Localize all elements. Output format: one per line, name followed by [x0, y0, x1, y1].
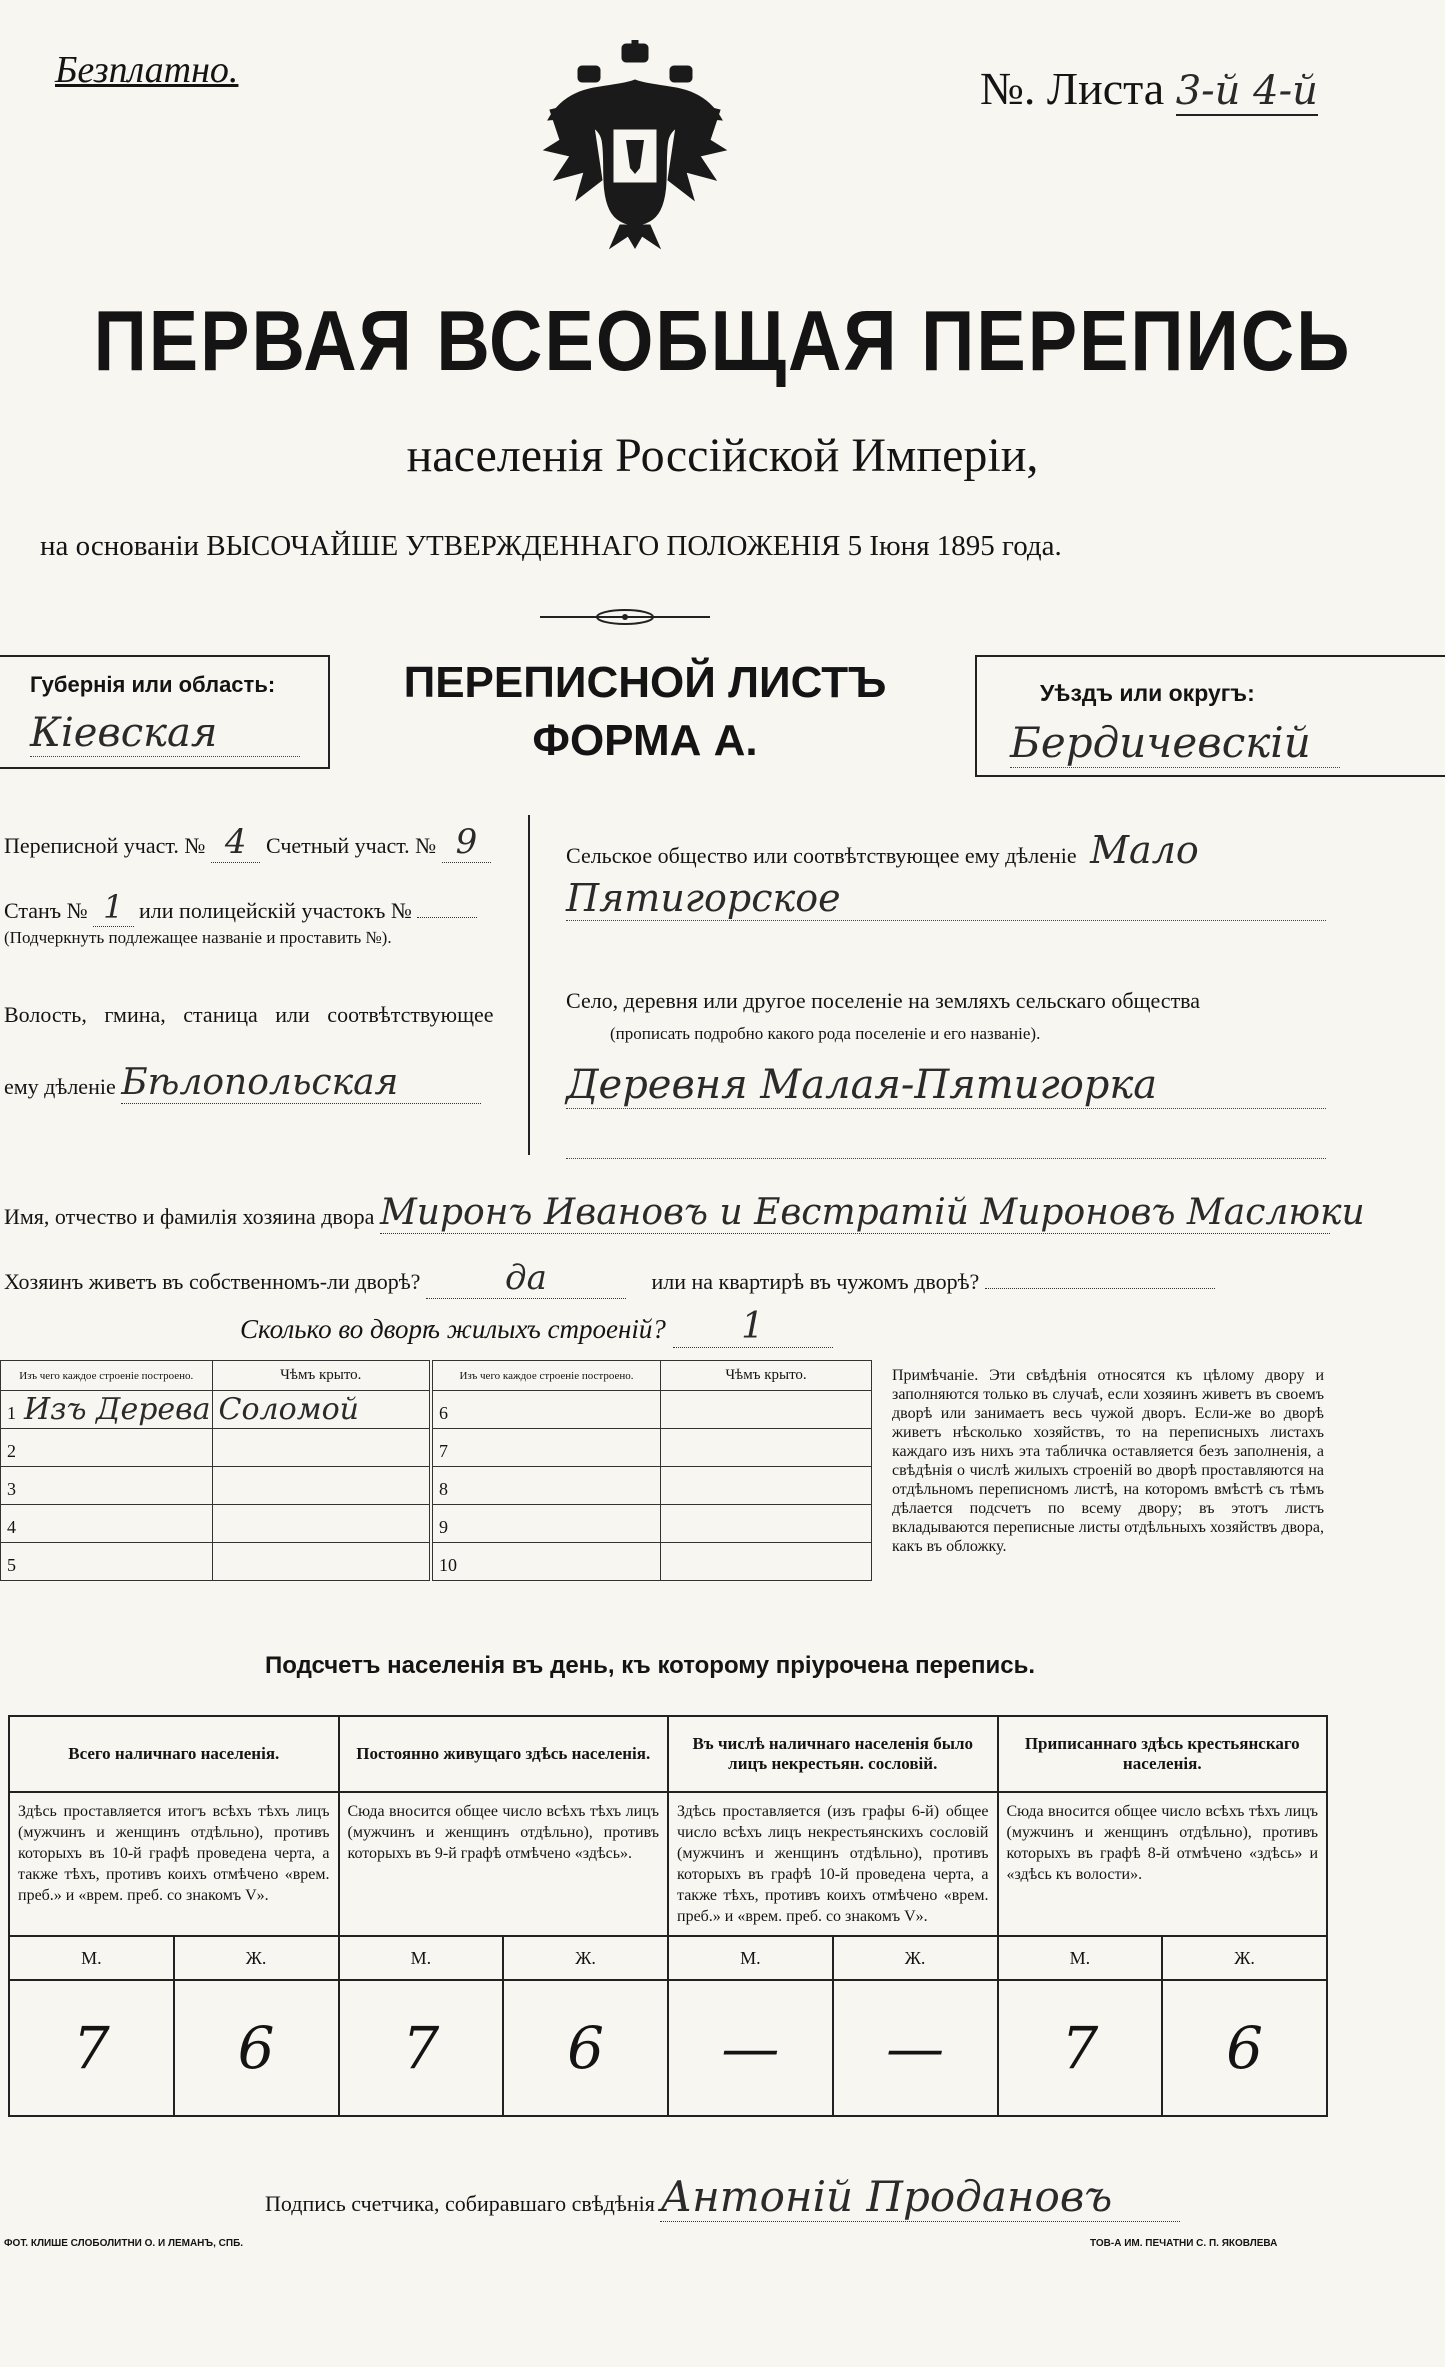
- society-value-2: Пятигорское: [566, 876, 1326, 921]
- basis-line: на основаніи ВЫСОЧАЙШЕ УТВЕРЖДЕННАГО ПОЛОЖЕНІЯ 5 Іюня 1895 года.: [40, 530, 1062, 562]
- population-column-description: Здѣсь проставляется (изъ графы 6-й) общее число всѣхъ лицъ некрестьянскихъ сословій (мужчинъ и женщинъ отдѣльно), противъ которыхъ въ графѣ 10-й проведена черта, а также тѣхъ, противъ коихъ отмѣчено «врем. преб.» и «врем. преб. со знакомъ V».: [668, 1792, 998, 1936]
- female-count: —: [833, 1980, 998, 2116]
- male-label: М.: [998, 1936, 1163, 1980]
- buildings-value: 1: [673, 1306, 833, 1348]
- owner-lives-line: [4, 1258, 1215, 1299]
- form-title: [330, 658, 960, 766]
- building-roof-cell: [661, 1391, 872, 1429]
- building-row: [433, 1467, 872, 1505]
- building-material-cell: [433, 1467, 661, 1505]
- building-material-cell: [1, 1505, 213, 1543]
- buildings-label: Сколько во дворѣ жилыхъ строеній?: [240, 1314, 666, 1344]
- owner-lives-label: Хозяинъ живетъ въ собственномъ-ли дворѣ?: [4, 1269, 421, 1294]
- building-row-number: 9: [439, 1517, 448, 1537]
- owner-or-blank: [985, 1288, 1215, 1289]
- form-title-line1: ПЕРЕПИСНОЙ ЛИСТЪ: [403, 658, 887, 707]
- police-value-blank: [417, 917, 477, 918]
- village-extra-line: [566, 1158, 1326, 1159]
- building-material-cell: [433, 1429, 661, 1467]
- female-label: Ж.: [833, 1936, 998, 1980]
- building-row: [433, 1505, 872, 1543]
- stan-value: 1: [93, 888, 133, 927]
- population-column-description: Сюда вносится общее число всѣхъ тѣхъ лицъ (мужчинъ и женщинъ отдѣльно), противъ которыхъ въ графѣ 8-й отмѣчено «здѣсь» и «здѣсь къ волости».: [998, 1792, 1328, 1936]
- province-label: Губернія или область:: [30, 672, 276, 697]
- note-text: Примѣчаніе. Эти свѣдѣнія относятся къ цѣлому двору и заполняются только въ случаѣ, если хозяинъ живетъ въ своемъ дворѣ или занимаетъ весь чужой дворъ. Если-же во дворѣ живетъ нѣсколько хозяйствъ, то на переписныхъ листахъ каждаго изъ нихъ эта табличка оставляется безъ заполненія, а свѣдѣнія о числѣ жилыхъ строеній во дворѣ проставляются на отдѣльномъ переписномъ листѣ, на которомъ вмѣстѣ съ тѣмъ дѣлается подсчетъ по всему двору; въ этотъ листъ вкладываются переписные листы отдѣльныхъ хозяйствъ двора, какъ въ обложку.: [892, 1367, 1324, 1555]
- district-label: Уѣздъ или округъ:: [1040, 680, 1255, 706]
- owner-name-label: Имя, отчество и фамилія хозяина двора: [4, 1204, 375, 1229]
- building-roof-cell: [212, 1543, 429, 1581]
- building-row-number: 2: [7, 1441, 16, 1461]
- sheet-number-value: 3-й 4-й: [1175, 68, 1318, 114]
- building-row: [1, 1543, 430, 1581]
- building-roof-cell: [212, 1505, 429, 1543]
- owner-name-line: [4, 1192, 1365, 1234]
- society-label: Сельское общество или соотвѣтствующее ему дѣленіе: [566, 843, 1077, 868]
- building-material-cell: [433, 1391, 661, 1429]
- building-row: [433, 1543, 872, 1581]
- police-label: или полицейскій участокъ №: [139, 898, 412, 923]
- subtitle: населенія Россійской Имперіи,: [406, 429, 1039, 482]
- roof-header: Чѣмъ крыто.: [212, 1361, 429, 1391]
- building-roof-cell: [661, 1543, 872, 1581]
- population-title: Подсчетъ населенія въ день, къ которому пріурочена перепись.: [265, 1652, 1035, 1679]
- male-label: М.: [339, 1936, 504, 1980]
- roof-header: Чѣмъ крыто.: [661, 1361, 872, 1391]
- male-count: 7: [998, 1980, 1163, 2116]
- material-header: Изъ чего каждое строеніе построено.: [433, 1361, 661, 1391]
- stan-line: [4, 888, 477, 926]
- male-label: М.: [668, 1936, 833, 1980]
- population-column-header: Всего наличнаго населенія.: [9, 1716, 339, 1792]
- female-label: Ж.: [174, 1936, 339, 1980]
- footer-left: ФОТ. КЛИШЕ СЛОБОЛИТНИ О. И ЛЕМАНЪ, СПБ.: [4, 2238, 244, 2249]
- building-roof-cell: Соломой: [212, 1391, 429, 1429]
- footer-right: ТОВ-А ИМ. ПЕЧАТНИ С. П. ЯКОВЛЕВА: [1090, 2238, 1278, 2249]
- village-value: Деревня Малая-Пятигорка: [566, 1062, 1326, 1109]
- signature-line: [265, 2172, 1180, 2222]
- society-line: [566, 828, 1199, 872]
- village-label: Село, деревня или другое поселеніе на земляхъ сельскаго общества: [566, 988, 1201, 1013]
- building-roof-cell: [661, 1429, 872, 1467]
- signature-value: Антоній Продановъ: [660, 2172, 1180, 2222]
- building-row: [1, 1391, 430, 1429]
- building-row-number: 7: [439, 1441, 448, 1461]
- volost-line: [4, 1062, 481, 1104]
- female-label: Ж.: [1162, 1936, 1327, 1980]
- left-note: (Подчеркнуть подлежащее названіе и проставить №).: [4, 928, 392, 947]
- census-area-line: [4, 822, 491, 862]
- building-row-number: 8: [439, 1479, 448, 1499]
- census-area-value: 4: [211, 822, 261, 863]
- building-row-number: 6: [439, 1403, 448, 1423]
- count-area-label: Счетный участ. №: [265, 833, 437, 858]
- male-count: 7: [339, 1980, 504, 2116]
- ornament-divider-icon: [540, 606, 710, 628]
- building-roof-cell: [661, 1505, 872, 1543]
- building-row: [433, 1391, 872, 1429]
- buildings-table-left: [0, 1360, 430, 1581]
- building-roof-cell: [212, 1467, 429, 1505]
- volost-label-2: ему дѣленіе: [4, 1074, 116, 1099]
- building-material-cell: [1, 1467, 213, 1505]
- volost-value: Бѣлопольская: [121, 1062, 481, 1104]
- building-row-number: 1: [7, 1403, 16, 1423]
- society-value-1: Мало: [1090, 828, 1199, 872]
- form-title-line2: ФОРМА А.: [532, 716, 758, 765]
- population-column-header: Приписаннаго здѣсь крестьянскаго населенія.: [998, 1716, 1328, 1792]
- population-column-description: Здѣсь проставляется итогъ всѣхъ тѣхъ лицъ (мужчинъ и женщинъ отдѣльно), противъ которыхъ въ 10-й графѣ проведена черта, а также тѣхъ, противъ коихъ отмѣчено «врем. преб.» и «врем. преб. со знакомъ V».: [9, 1792, 339, 1936]
- male-count: 7: [9, 1980, 174, 2116]
- population-column-header: Постоянно живущаго здѣсь населенія.: [339, 1716, 669, 1792]
- village-note: (прописать подробно какого рода поселеніе и его названіе).: [610, 1024, 1041, 1043]
- building-row-number: 10: [439, 1555, 457, 1575]
- volost-label: Волость, гмина, станица или соотвѣтствующее: [4, 1002, 494, 1027]
- district-value: Бердичевскій: [1010, 718, 1340, 768]
- building-row-number: 5: [7, 1555, 16, 1575]
- coat-of-arms-icon: [540, 40, 730, 250]
- count-area-value: 9: [442, 822, 492, 863]
- building-row-number: 3: [7, 1479, 16, 1499]
- female-count: 6: [174, 1980, 339, 2116]
- male-label: М.: [9, 1936, 174, 1980]
- sheet-number-label: №. Листа: [980, 63, 1165, 114]
- buildings-table-right: [432, 1360, 872, 1581]
- building-material-value: Изъ Дерева: [24, 1392, 211, 1427]
- signature-label: Подпись счетчика, собиравшаго свѣдѣнія: [265, 2191, 655, 2216]
- owner-or-label: или на квартирѣ въ чужомъ дворѣ?: [651, 1269, 980, 1294]
- building-row: [1, 1467, 430, 1505]
- population-column-header: Въ числѣ наличнаго населенія было лицъ некрестьян. сословій.: [668, 1716, 998, 1792]
- province-value: Кіевская: [30, 710, 300, 757]
- building-row: [1, 1429, 430, 1467]
- owner-name-value: Миронъ Ивановъ и Евстратій Мироновъ Маслюки: [379, 1192, 1365, 1233]
- building-material-cell: [1, 1391, 213, 1429]
- female-count: 6: [503, 1980, 668, 2116]
- building-material-cell: [433, 1505, 661, 1543]
- building-material-cell: [433, 1543, 661, 1581]
- female-count: 6: [1162, 1980, 1327, 2116]
- sheet-number: [980, 62, 1318, 115]
- vertical-divider: [528, 815, 530, 1155]
- building-row: [433, 1429, 872, 1467]
- stan-label: Станъ №: [4, 898, 88, 923]
- material-header: Изъ чего каждое строеніе построено.: [1, 1361, 213, 1391]
- building-material-cell: [1, 1543, 213, 1581]
- owner-lives-value: да: [426, 1258, 626, 1299]
- census-area-label: Переписной участ. №: [4, 833, 206, 858]
- building-material-cell: [1, 1429, 213, 1467]
- population-table: [8, 1715, 1328, 2117]
- main-title: ПЕРВАЯ ВСЕОБЩАЯ ПЕРЕПИСЬ: [93, 292, 1352, 389]
- male-count: —: [668, 1980, 833, 2116]
- population-column-description: Сюда вносится общее число всѣхъ тѣхъ лицъ (мужчинъ и женщинъ отдѣльно), противъ которыхъ въ 9-й графѣ отмѣчено «здѣсь».: [339, 1792, 669, 1936]
- building-row-number: 4: [7, 1517, 16, 1537]
- buildings-line: [240, 1306, 833, 1348]
- building-roof-cell: [661, 1467, 872, 1505]
- building-row: [1, 1505, 430, 1543]
- free-label: Безплатно.: [55, 49, 239, 91]
- female-label: Ж.: [503, 1936, 668, 1980]
- building-roof-cell: [212, 1429, 429, 1467]
